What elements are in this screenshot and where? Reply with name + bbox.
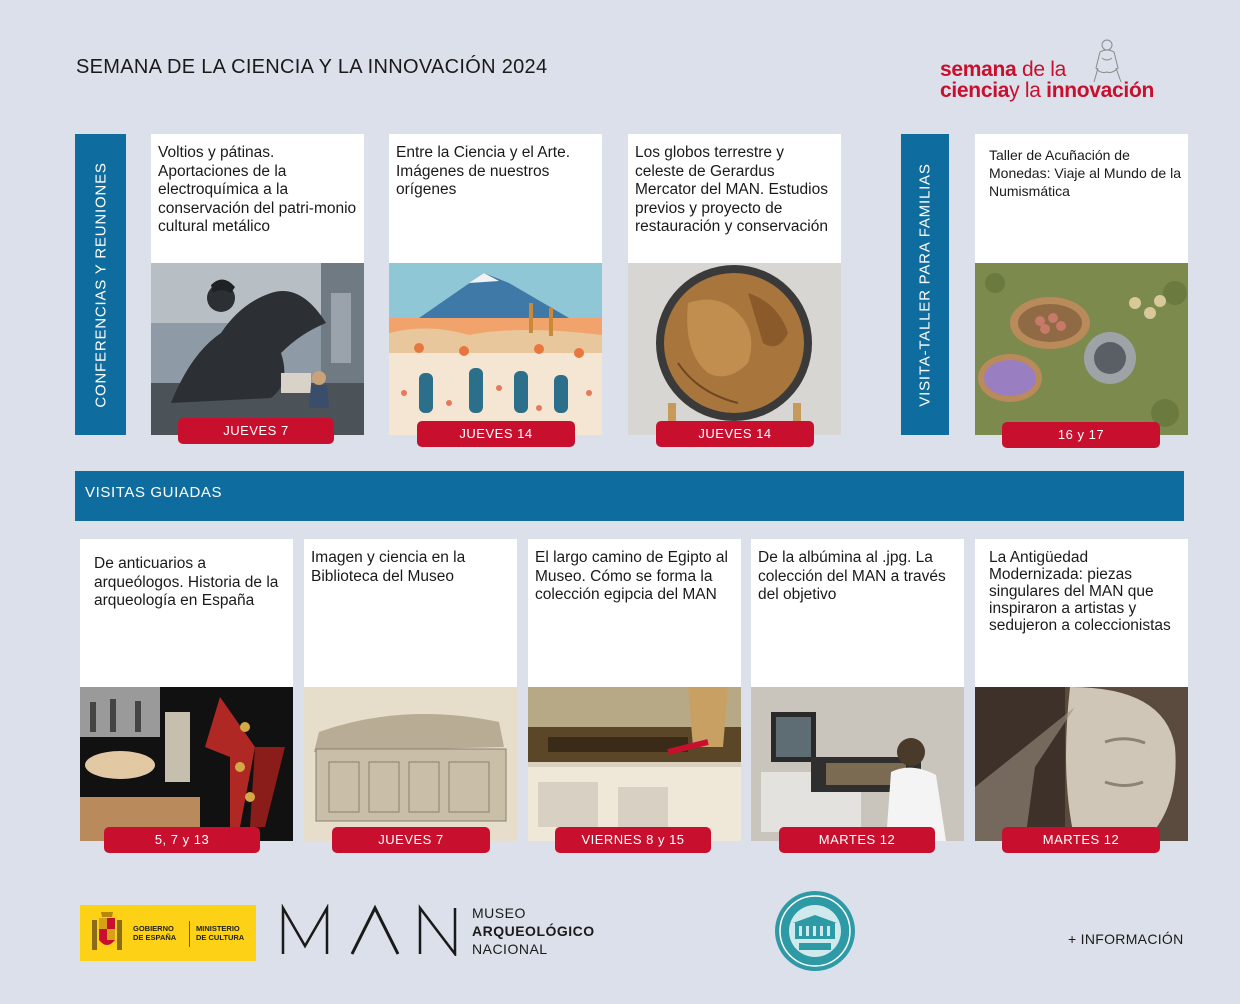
date-badge: MARTES 12 — [779, 827, 935, 853]
brand-yla: y la — [1009, 79, 1041, 102]
date-badge: VIERNES 8 y 15 — [555, 827, 711, 853]
figure-icon — [1090, 38, 1124, 84]
page-title: SEMANA DE LA CIENCIA Y LA INNOVACIÓN 2024 — [76, 56, 548, 78]
brand-dela: de la — [1021, 58, 1067, 81]
coat-of-arms-icon — [88, 910, 126, 956]
event-title: Imagen y ciencia en la Biblioteca del Museo — [311, 549, 466, 585]
ministerio-label: MINISTERIO DE CULTURA — [196, 924, 245, 942]
event-title: El largo camino de Egipto al Museo. Cómo se forma la colección egipcia del MAN — [535, 549, 729, 604]
event-card[interactable] — [975, 134, 1188, 442]
event-card[interactable] — [389, 134, 602, 441]
section-guided-visits: VISITAS GUIADAS — [75, 471, 1184, 521]
event-image-egypt — [528, 687, 741, 841]
museum-line1: MUSEO — [472, 905, 526, 921]
event-image-scanning — [751, 687, 964, 841]
more-info-link[interactable]: + INFORMACIÓN — [1068, 931, 1184, 947]
museum-name — [472, 904, 595, 958]
event-title: Entre la Ciencia y el Arte. Imágenes de nuestros orígenes — [396, 144, 571, 199]
museum-line2: ARQUEOLÓGICO — [472, 923, 595, 939]
event-title: De anticuarios a arqueólogos. Historia de la arqueología en España — [94, 555, 279, 610]
event-image-sarcophagus — [304, 687, 517, 841]
brand-semana: semana — [940, 58, 1017, 81]
event-card[interactable] — [304, 539, 517, 847]
date-badge: JUEVES 14 — [417, 421, 575, 447]
event-image-sculpture — [975, 687, 1188, 841]
event-image-archaeology — [80, 687, 293, 841]
event-title: La Antigüedad Modernizada: piezas singulares del MAN que inspiraron a artistas y sedujeron a coleccionistas — [989, 549, 1171, 634]
event-image-savanna — [389, 263, 602, 435]
event-card[interactable] — [528, 539, 741, 847]
divider — [189, 921, 190, 947]
event-image-sphinx — [151, 263, 364, 435]
event-card[interactable] — [80, 539, 293, 847]
date-badge: MARTES 12 — [1002, 827, 1160, 853]
brand-logo — [940, 38, 1200, 104]
museum-line3: NACIONAL — [472, 941, 548, 957]
event-card[interactable] — [628, 134, 841, 441]
gobierno-espana-logo[interactable] — [80, 905, 256, 961]
section-families — [901, 134, 949, 435]
date-badge: JUEVES 7 — [332, 827, 490, 853]
date-badge: 5, 7 y 13 — [104, 827, 260, 853]
event-title: De la albúmina al .jpg. La colección del MAN a través del objetivo — [758, 549, 946, 604]
event-image-globe — [628, 263, 841, 435]
gobierno-label: GOBIERNO DE ESPAÑA — [133, 924, 177, 942]
section-conferences-label: CONFERENCIAS Y REUNIONES — [92, 161, 109, 408]
brand-ciencia: ciencia — [940, 79, 1010, 102]
man-logo-icon[interactable] — [280, 904, 460, 956]
event-title: Taller de Acuñación de Monedas: Viaje al Mundo de la Numismática — [989, 147, 1181, 199]
date-badge: JUEVES 14 — [656, 421, 814, 447]
event-card[interactable] — [975, 539, 1188, 847]
brand-innovacion: innovación — [1046, 79, 1155, 102]
event-title: Los globos terrestre y celeste de Gerardus Mercator del MAN. Estudios previos y proyecto de restauración y conservación — [635, 144, 828, 236]
event-title: Voltios y pátinas. Aportaciones de la electroquímica a la conservación del patri-monio cultural metálico — [158, 144, 357, 236]
date-badge: JUEVES 7 — [178, 418, 334, 444]
event-card[interactable] — [151, 134, 364, 438]
date-badge: 16 y 17 — [1002, 422, 1160, 448]
section-families-label: VISITA-TALLER PARA FAMILIAS — [916, 162, 934, 407]
event-card[interactable] — [751, 539, 964, 847]
anniversary-seal-icon — [773, 889, 857, 973]
section-conferences — [75, 134, 126, 435]
event-image-coins — [975, 263, 1188, 435]
